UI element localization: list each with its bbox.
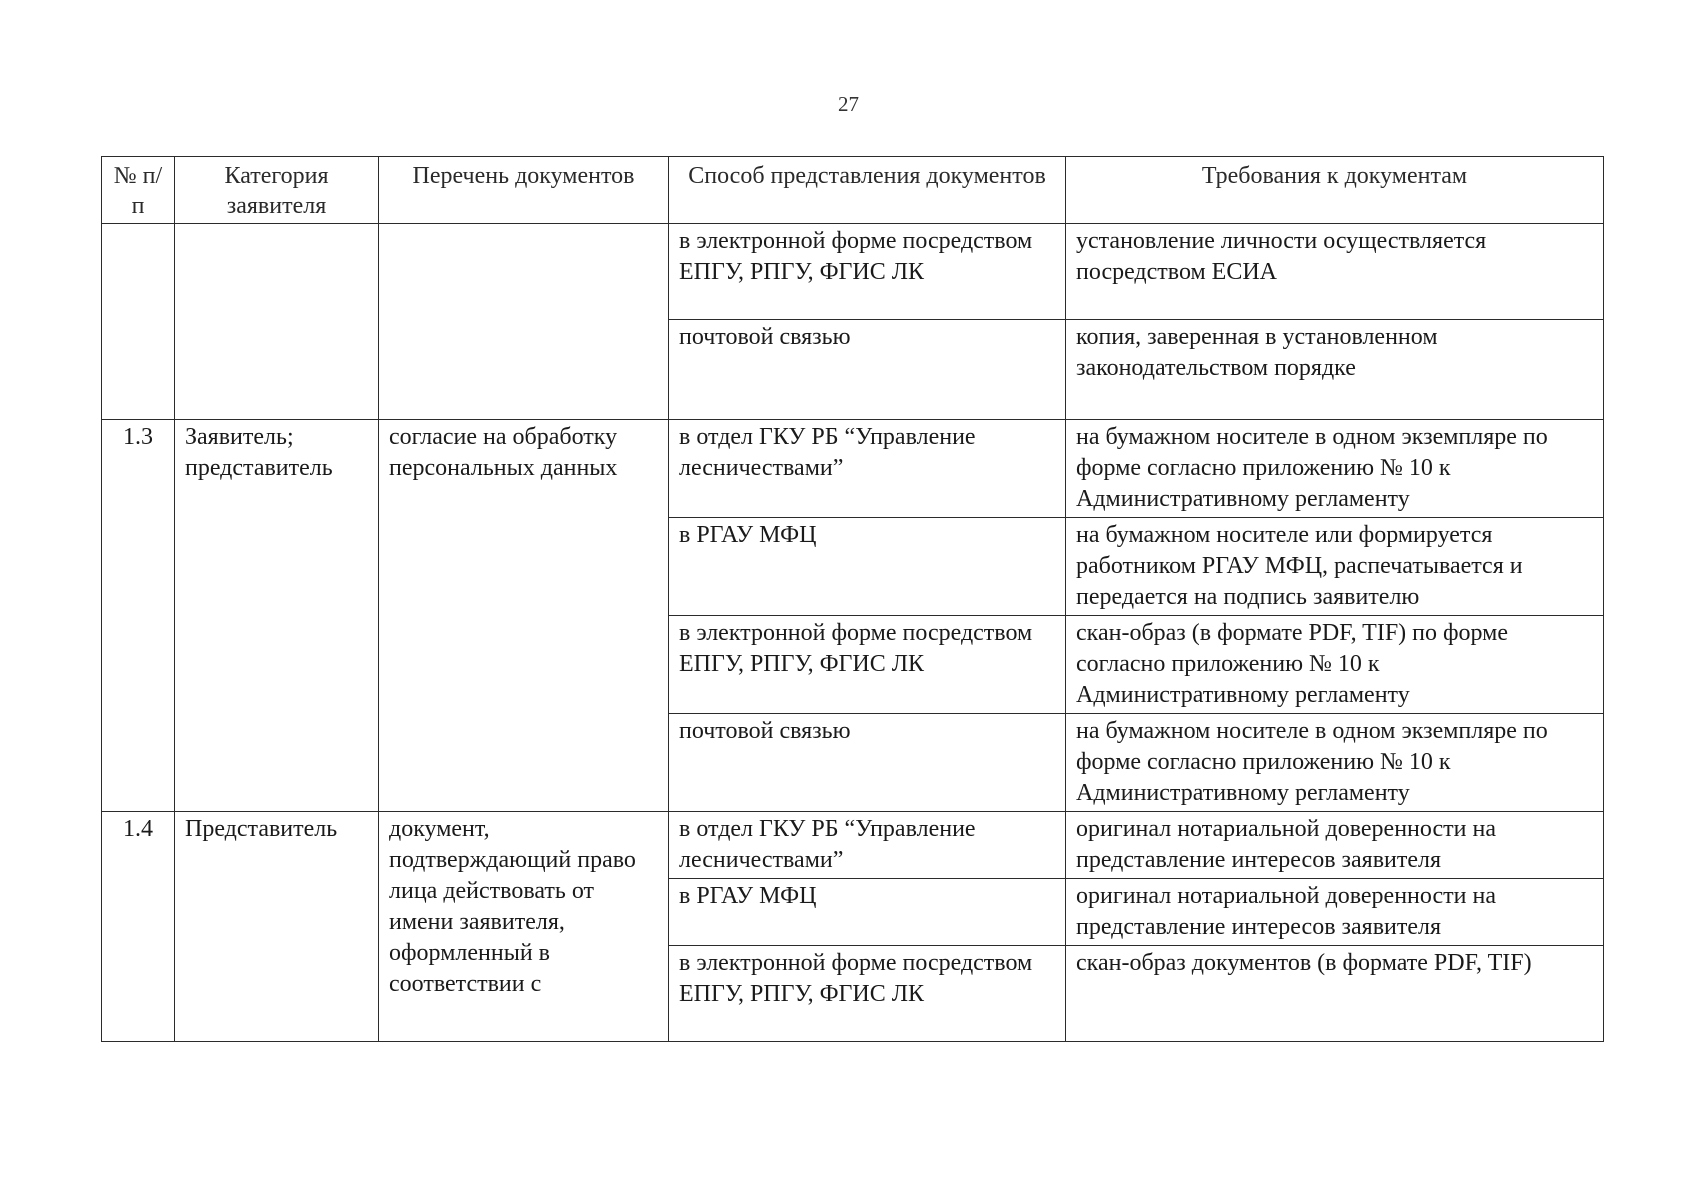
table-header-row	[102, 157, 1604, 224]
header-method: Способ представления документов	[669, 157, 1066, 224]
header-documents: Перечень документов	[379, 157, 669, 224]
requirement-cell: установление личности осуществляется посредством ЕСИА	[1066, 224, 1604, 320]
method-cell: в РГАУ МФЦ	[669, 879, 1066, 946]
method-cell: почтовой связью	[669, 714, 1066, 812]
method-cell: в электронной форме посредством ЕПГУ, РПГУ, ФГИС ЛК	[669, 616, 1066, 714]
method-cell: в электронной форме посредством ЕПГУ, РПГУ, ФГИС ЛК	[669, 224, 1066, 320]
method-cell: почтовой связью	[669, 320, 1066, 420]
header-requirements: Требования к документам	[1066, 157, 1604, 224]
method-cell: в отдел ГКУ РБ “Управление лесничествами”	[669, 420, 1066, 518]
method-cell: в РГАУ МФЦ	[669, 518, 1066, 616]
row-number: 1.4	[102, 812, 175, 1042]
requirement-cell: скан-образ (в формате PDF, TIF) по форме согласно приложению № 10 к Административному регламенту	[1066, 616, 1604, 714]
continuation-document-cell	[379, 224, 669, 420]
table-row	[102, 224, 1604, 320]
table-row	[102, 812, 1604, 879]
applicant-category: Заявитель; представитель	[175, 420, 379, 812]
header-num: № п/п	[102, 157, 175, 224]
requirement-cell: на бумажном носителе или формируется работником РГАУ МФЦ, распечатывается и передается на подпись заявителю	[1066, 518, 1604, 616]
page-number: 27	[838, 92, 859, 116]
continuation-num-cell	[102, 224, 175, 420]
document-name: согласие на обработку персональных данных	[379, 420, 669, 812]
header-category: Категория заявителя	[175, 157, 379, 224]
requirement-cell: на бумажном носителе в одном экземпляре по форме согласно приложению № 10 к Административному регламенту	[1066, 714, 1604, 812]
requirement-cell: скан-образ документов (в формате PDF, TIF)	[1066, 946, 1604, 1042]
requirement-cell: оригинал нотариальной доверенности на представление интересов заявителя	[1066, 879, 1604, 946]
documents-table	[101, 156, 1604, 1042]
method-cell: в отдел ГКУ РБ “Управление лесничествами”	[669, 812, 1066, 879]
requirement-cell: копия, заверенная в установленном законодательством порядке	[1066, 320, 1604, 420]
requirement-cell: на бумажном носителе в одном экземпляре по форме согласно приложению № 10 к Административному регламенту	[1066, 420, 1604, 518]
document-name: документ, подтверждающий право лица действовать от имени заявителя, оформленный в соответствии с	[379, 812, 669, 1042]
applicant-category: Представитель	[175, 812, 379, 1042]
row-number: 1.3	[102, 420, 175, 812]
requirement-cell: оригинал нотариальной доверенности на представление интересов заявителя	[1066, 812, 1604, 879]
continuation-category-cell	[175, 224, 379, 420]
table-row	[102, 420, 1604, 518]
method-cell: в электронной форме посредством ЕПГУ, РПГУ, ФГИС ЛК	[669, 946, 1066, 1042]
